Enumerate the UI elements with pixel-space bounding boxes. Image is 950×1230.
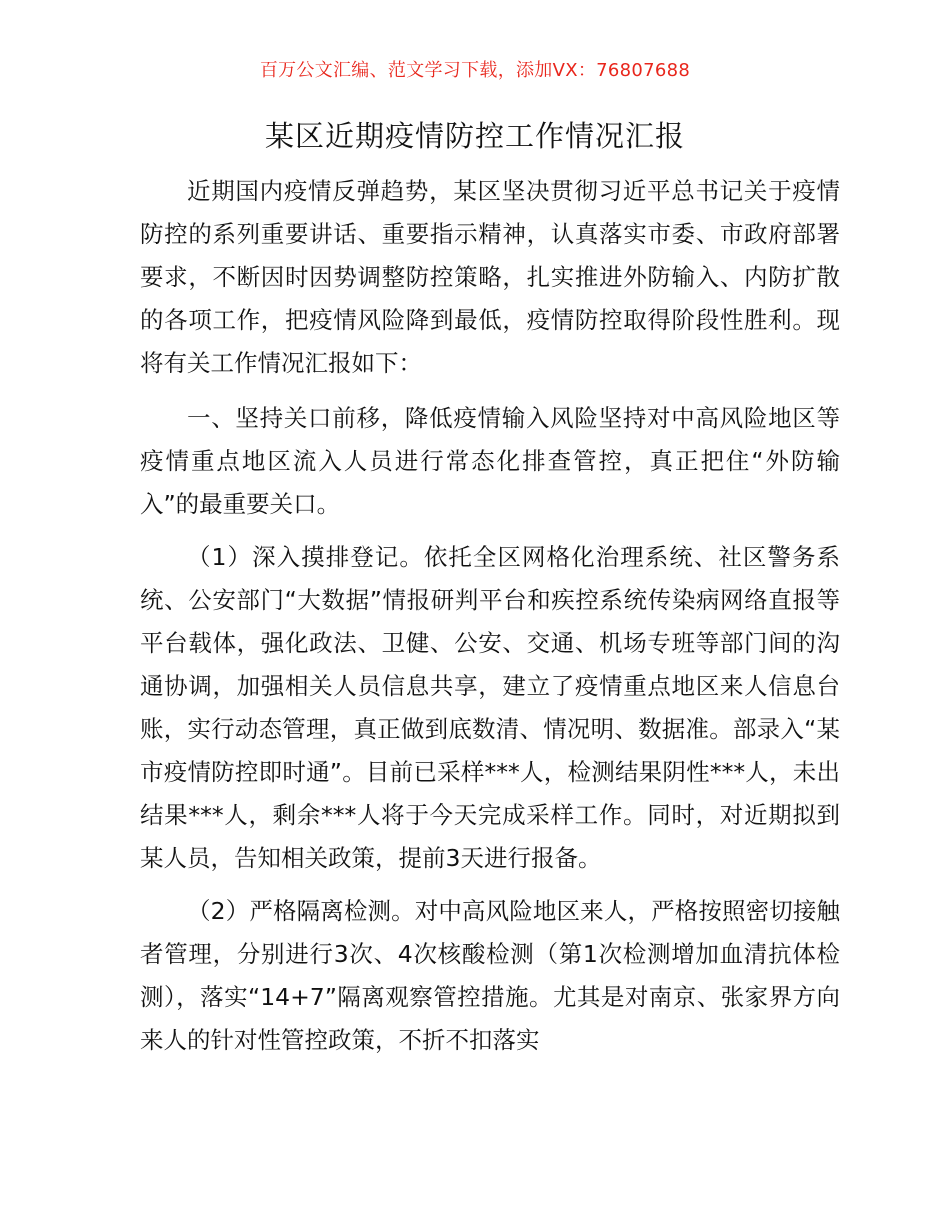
paragraph-item-1: （1）深入摸排登记。依托全区网格化治理系统、社区警务系统、公安部门“大数据”情报研判平台和疾控系统传染病网络直报等平台载体，强化政法、卫健、公安、交通、机场专班等部门间的沟通协调，加强相关人员信息共享，建立了疫情重点地区来人信息台账，实行动态管理，真正做到底数清、情况明、数据准。部录入“某市疫情防控即时通”。目前已采样***人，检测结果阴性***人，未出结果***人，剩余***人将于今天完成采样工作。同时，对近期拟到某人员，告知相关政策，提前3天进行报备。 [140, 543, 840, 872]
paragraph-item-2: （2）严格隔离检测。对中高风险地区来人，严格按照密切接触者管理，分别进行3次、4次核酸检测（第1次检测增加血清抗体检测），落实“14+7”隔离观察管控措施。尤其是对南京、张家界方向来人的针对性管控政策，不折不扣落实 [140, 897, 840, 1054]
document-body [140, 170, 840, 1062]
paragraph-section-1: 一、坚持关口前移，降低疫情输入风险坚持对中高风险地区等疫情重点地区流入人员进行常态化排查管控，真正把住“外防输入”的最重要关口。 [140, 404, 840, 518]
page-title: 某区近期疫情防控工作情况汇报 [264, 119, 685, 153]
header-note: 百万公文汇编、范文学习下载，添加VX：76807688 [259, 60, 691, 81]
paragraph-intro: 近期国内疫情反弹趋势，某区坚决贯彻习近平总书记关于疫情防控的系列重要讲话、重要指示精神，认真落实市委、市政府部署要求，不断因时因势调整防控策略，扎实推进外防输入、内防扩散的各项工作，把疫情风险降到最低，疫情防控取得阶段性胜利。现将有关工作情况汇报如下： [140, 177, 840, 377]
